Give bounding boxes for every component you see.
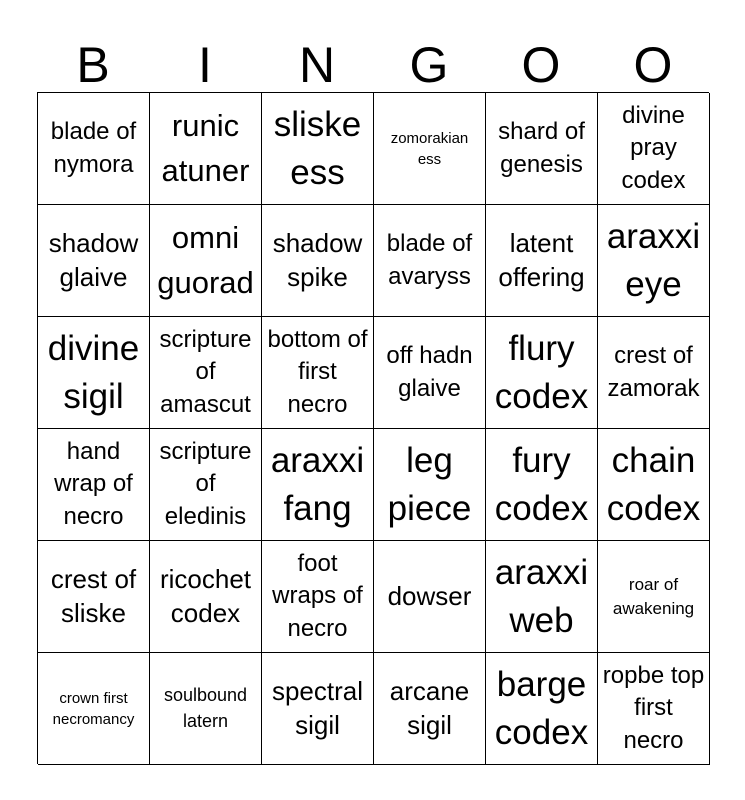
bingo-cell[interactable] (38, 541, 150, 653)
cell-label: leg piece (387, 441, 472, 528)
bingo-cell[interactable] (486, 429, 598, 541)
cell-label: barge codex (494, 665, 589, 752)
bingo-cell[interactable] (262, 317, 374, 429)
bingo-cell[interactable] (598, 653, 710, 765)
bingo-cell[interactable] (374, 541, 486, 653)
bingo-cell[interactable] (486, 205, 598, 317)
header-letter-n: N (298, 37, 336, 93)
cell-label: crown first necromancy (52, 689, 135, 728)
bingo-header (37, 36, 709, 94)
cell-label: roar of awakening (612, 574, 695, 618)
cell-label: chain codex (606, 441, 701, 528)
cell-label: divine pray codex (621, 101, 686, 194)
header-letter-b: B (76, 37, 110, 93)
bingo-cell[interactable] (598, 205, 710, 317)
cell-label: blade of avaryss (386, 229, 473, 290)
bingo-cell[interactable] (486, 541, 598, 653)
cell-label: runic atuner (161, 107, 250, 188)
bingo-cell[interactable] (38, 317, 150, 429)
cell-label: araxxi fang (270, 441, 365, 528)
bingo-cell[interactable] (262, 541, 374, 653)
bingo-cell[interactable] (38, 93, 150, 205)
cell-label: ropbe top first necro (602, 661, 705, 754)
cell-label: shard of genesis (498, 117, 585, 178)
cell-label: divine sigil (47, 329, 140, 416)
bingo-cell[interactable] (374, 429, 486, 541)
bingo-cell[interactable] (374, 205, 486, 317)
bingo-cell[interactable] (374, 93, 486, 205)
bingo-cell[interactable] (150, 541, 262, 653)
bingo-cell[interactable] (38, 653, 150, 765)
cell-label: ricochet codex (159, 563, 252, 628)
header-letter-i: I (198, 37, 212, 93)
bingo-cell[interactable] (150, 205, 262, 317)
cell-label: omni guorad (157, 219, 254, 300)
cell-label: latent offering (498, 227, 585, 292)
bingo-cell[interactable] (38, 205, 150, 317)
cell-label: araxxi web (494, 553, 589, 640)
bingo-board (37, 92, 709, 764)
cell-label: araxxi eye (606, 217, 701, 304)
bingo-cell[interactable] (150, 429, 262, 541)
bingo-cell[interactable] (486, 93, 598, 205)
bingo-cell[interactable] (486, 653, 598, 765)
bingo-cell[interactable] (598, 429, 710, 541)
cell-label: bottom of first necro (267, 325, 368, 418)
cell-label: dowser (387, 580, 472, 611)
bingo-cell[interactable] (374, 317, 486, 429)
bingo-cell[interactable] (262, 205, 374, 317)
cell-label: off hadn glaive (386, 341, 473, 402)
cell-label: scripture of amascut (159, 325, 252, 418)
cell-label: shadow glaive (48, 227, 139, 292)
cell-label: arcane sigil (389, 675, 470, 740)
cell-label: blade of nymora (50, 117, 137, 178)
cell-label: soulbound latern (163, 685, 248, 731)
cell-label: crest of sliske (50, 563, 137, 628)
bingo-cell[interactable] (262, 429, 374, 541)
cell-label: hand wrap of necro (54, 437, 133, 530)
cell-label: spectral sigil (271, 675, 364, 740)
cell-label: sliske ess (273, 105, 362, 192)
header-letter-o: O (521, 37, 561, 93)
bingo-cell[interactable] (262, 653, 374, 765)
header-letter-o-2: O (633, 37, 673, 93)
header-letter-g: G (409, 37, 449, 93)
cell-label: fury codex (494, 441, 589, 528)
bingo-cell[interactable] (262, 93, 374, 205)
bingo-cell[interactable] (598, 541, 710, 653)
cell-label: zomorakian ess (390, 129, 469, 168)
cell-label: shadow spike (272, 227, 363, 292)
cell-label: flury codex (494, 329, 589, 416)
cell-label: crest of zamorak (607, 341, 700, 402)
cell-label: scripture of eledinis (159, 437, 252, 530)
cell-label: foot wraps of necro (272, 549, 363, 642)
bingo-cell[interactable] (374, 653, 486, 765)
bingo-cell[interactable] (598, 317, 710, 429)
bingo-cell[interactable] (150, 317, 262, 429)
bingo-cell[interactable] (486, 317, 598, 429)
bingo-cell[interactable] (150, 93, 262, 205)
bingo-cell[interactable] (38, 429, 150, 541)
bingo-cell[interactable] (150, 653, 262, 765)
bingo-cell[interactable] (598, 93, 710, 205)
